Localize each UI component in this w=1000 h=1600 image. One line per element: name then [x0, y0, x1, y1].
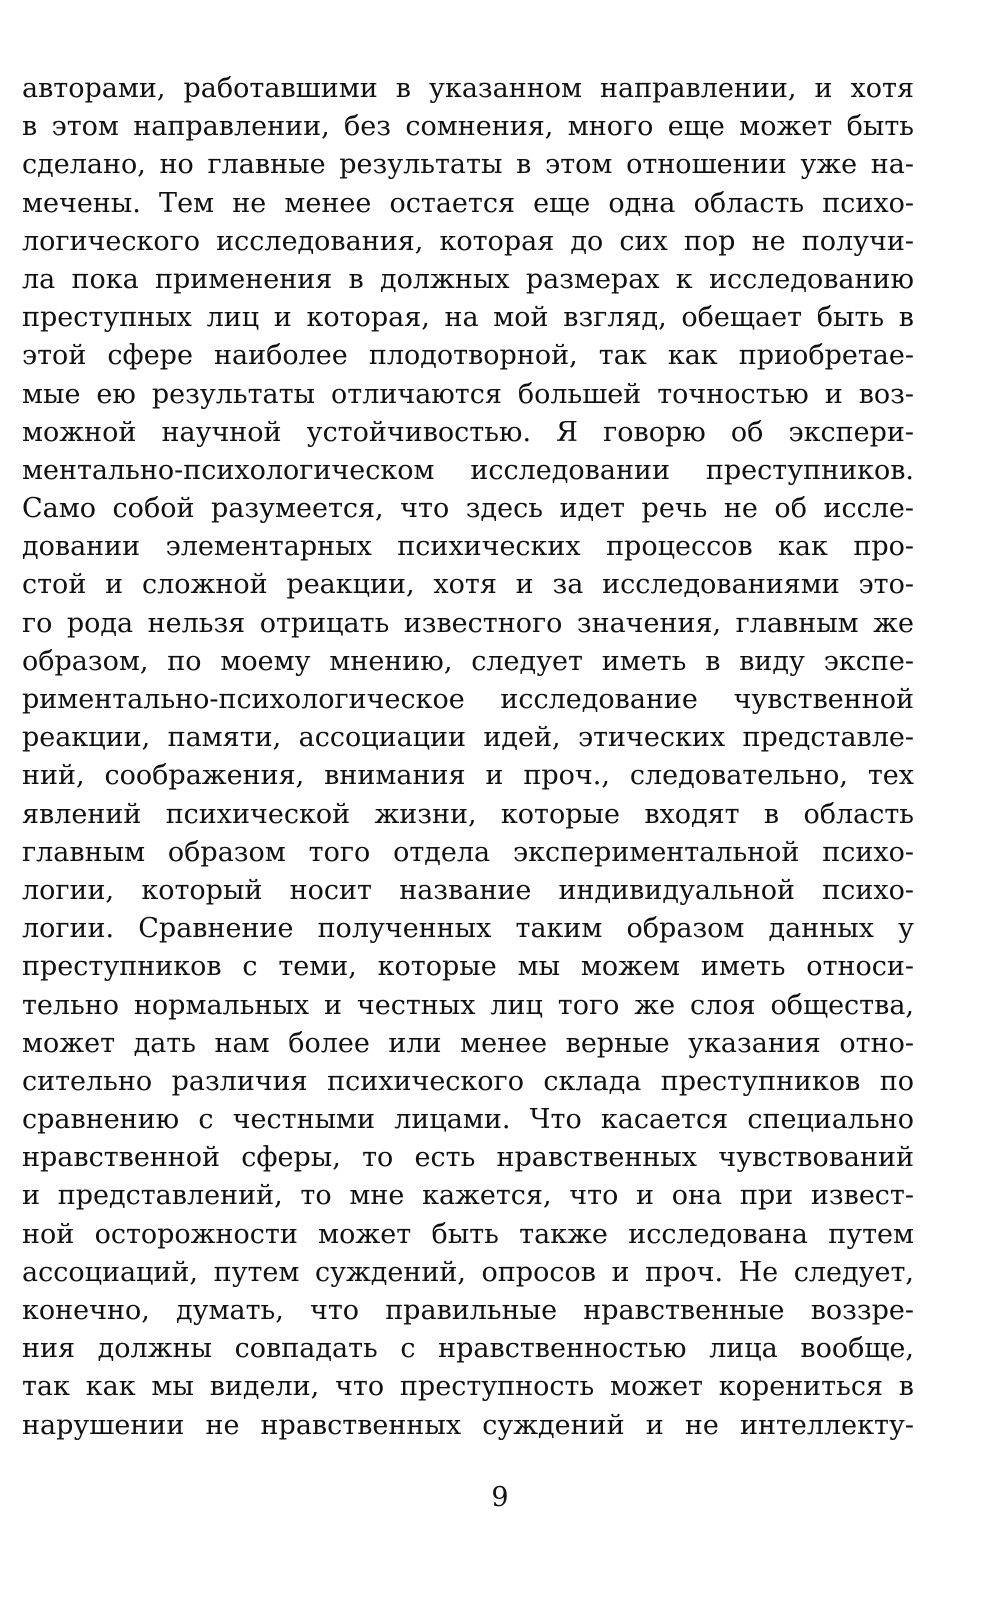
text-line: образом, по моему мнению, следует иметь в виду экспе- — [22, 645, 914, 677]
text-line: главным образом того отдела экспериментальной психо- — [22, 836, 914, 868]
text-line: нравственной сферы, то есть нравственных чувствований — [22, 1142, 914, 1174]
text-line: логии, который носит название индивидуальной психо- — [22, 874, 914, 906]
text-line: сительно различия психического склада преступников по — [22, 1065, 914, 1097]
text-line: ния должны совпадать с нравственностью лица вообще, — [22, 1333, 914, 1365]
text-line: и представлений, то мне кажется, что и она при извест- — [22, 1180, 914, 1212]
text-line: этой сфере наиболее плодотворной, так как приобретае- — [22, 340, 914, 372]
text-line: мечены. Тем не менее остается еще одна область психо- — [22, 187, 914, 219]
text-line: риментально-психологическое исследование чувственной — [22, 684, 914, 715]
text-line: в этом направлении, без сомнения, много еще может быть — [22, 111, 914, 143]
text-line: сделано, но главные результаты в этом отношении уже на- — [22, 149, 914, 181]
text-line: ний, соображения, внимания и проч., следовательно, тех — [22, 760, 914, 792]
text-line: ассоциаций, путем суждений, опросов и проч. Не следует, — [22, 1256, 914, 1288]
text-line: явлений психической жизни, которые входят в область — [22, 798, 914, 830]
text-line: Само собой разумеется, что здесь идет речь не об иссле- — [22, 493, 914, 525]
text-line: конечно, думать, что правильные нравственные воззре- — [22, 1295, 914, 1326]
text-line: реакции, памяти, ассоциации идей, этических представле- — [22, 722, 914, 754]
text-line: может дать нам более или менее верные указания отно- — [22, 1027, 914, 1059]
text-line: сравнению с честными лицами. Что касается специально — [22, 1104, 914, 1136]
text-line: го рода нельзя отрицать известного значения, главным же — [22, 607, 914, 639]
text-line: стой и сложной реакции, хотя и за исследованиями это- — [22, 569, 914, 601]
text-line: тельно нормальных и честных лиц того же слоя общества, — [22, 989, 914, 1021]
text-line: логии. Сравнение полученных таким образом данных у — [22, 913, 914, 945]
text-line: преступных лиц и которая, на мой взгляд, обещает быть в — [22, 302, 914, 334]
text-line: мые ею результаты отличаются большей точностью и воз- — [22, 378, 914, 410]
text-line: довании элементарных психических процессов как про- — [22, 531, 914, 563]
text-line: преступников с теми, которые мы можем иметь относи- — [22, 951, 914, 983]
text-line: ла пока применения в должных размерах к исследованию — [22, 263, 914, 295]
text-line: так как мы видели, что преступность может корениться в — [22, 1371, 914, 1403]
body-text — [22, 70, 914, 1445]
text-line: ной осторожности может быть также исследована путем — [22, 1218, 914, 1250]
page-number: 9 — [491, 1482, 509, 1513]
text-line: можной научной устойчивостью. Я говорю об экспери- — [22, 416, 914, 448]
text-line: нарушении не нравственных суждений и не интеллекту- — [22, 1409, 914, 1441]
text-line: логического исследования, которая до сих пор не получи- — [22, 225, 914, 257]
text-line: авторами, работавшими в указанном направлении, и хотя — [22, 73, 914, 104]
text-line: ментально-психологическом исследовании преступников. — [22, 454, 914, 486]
